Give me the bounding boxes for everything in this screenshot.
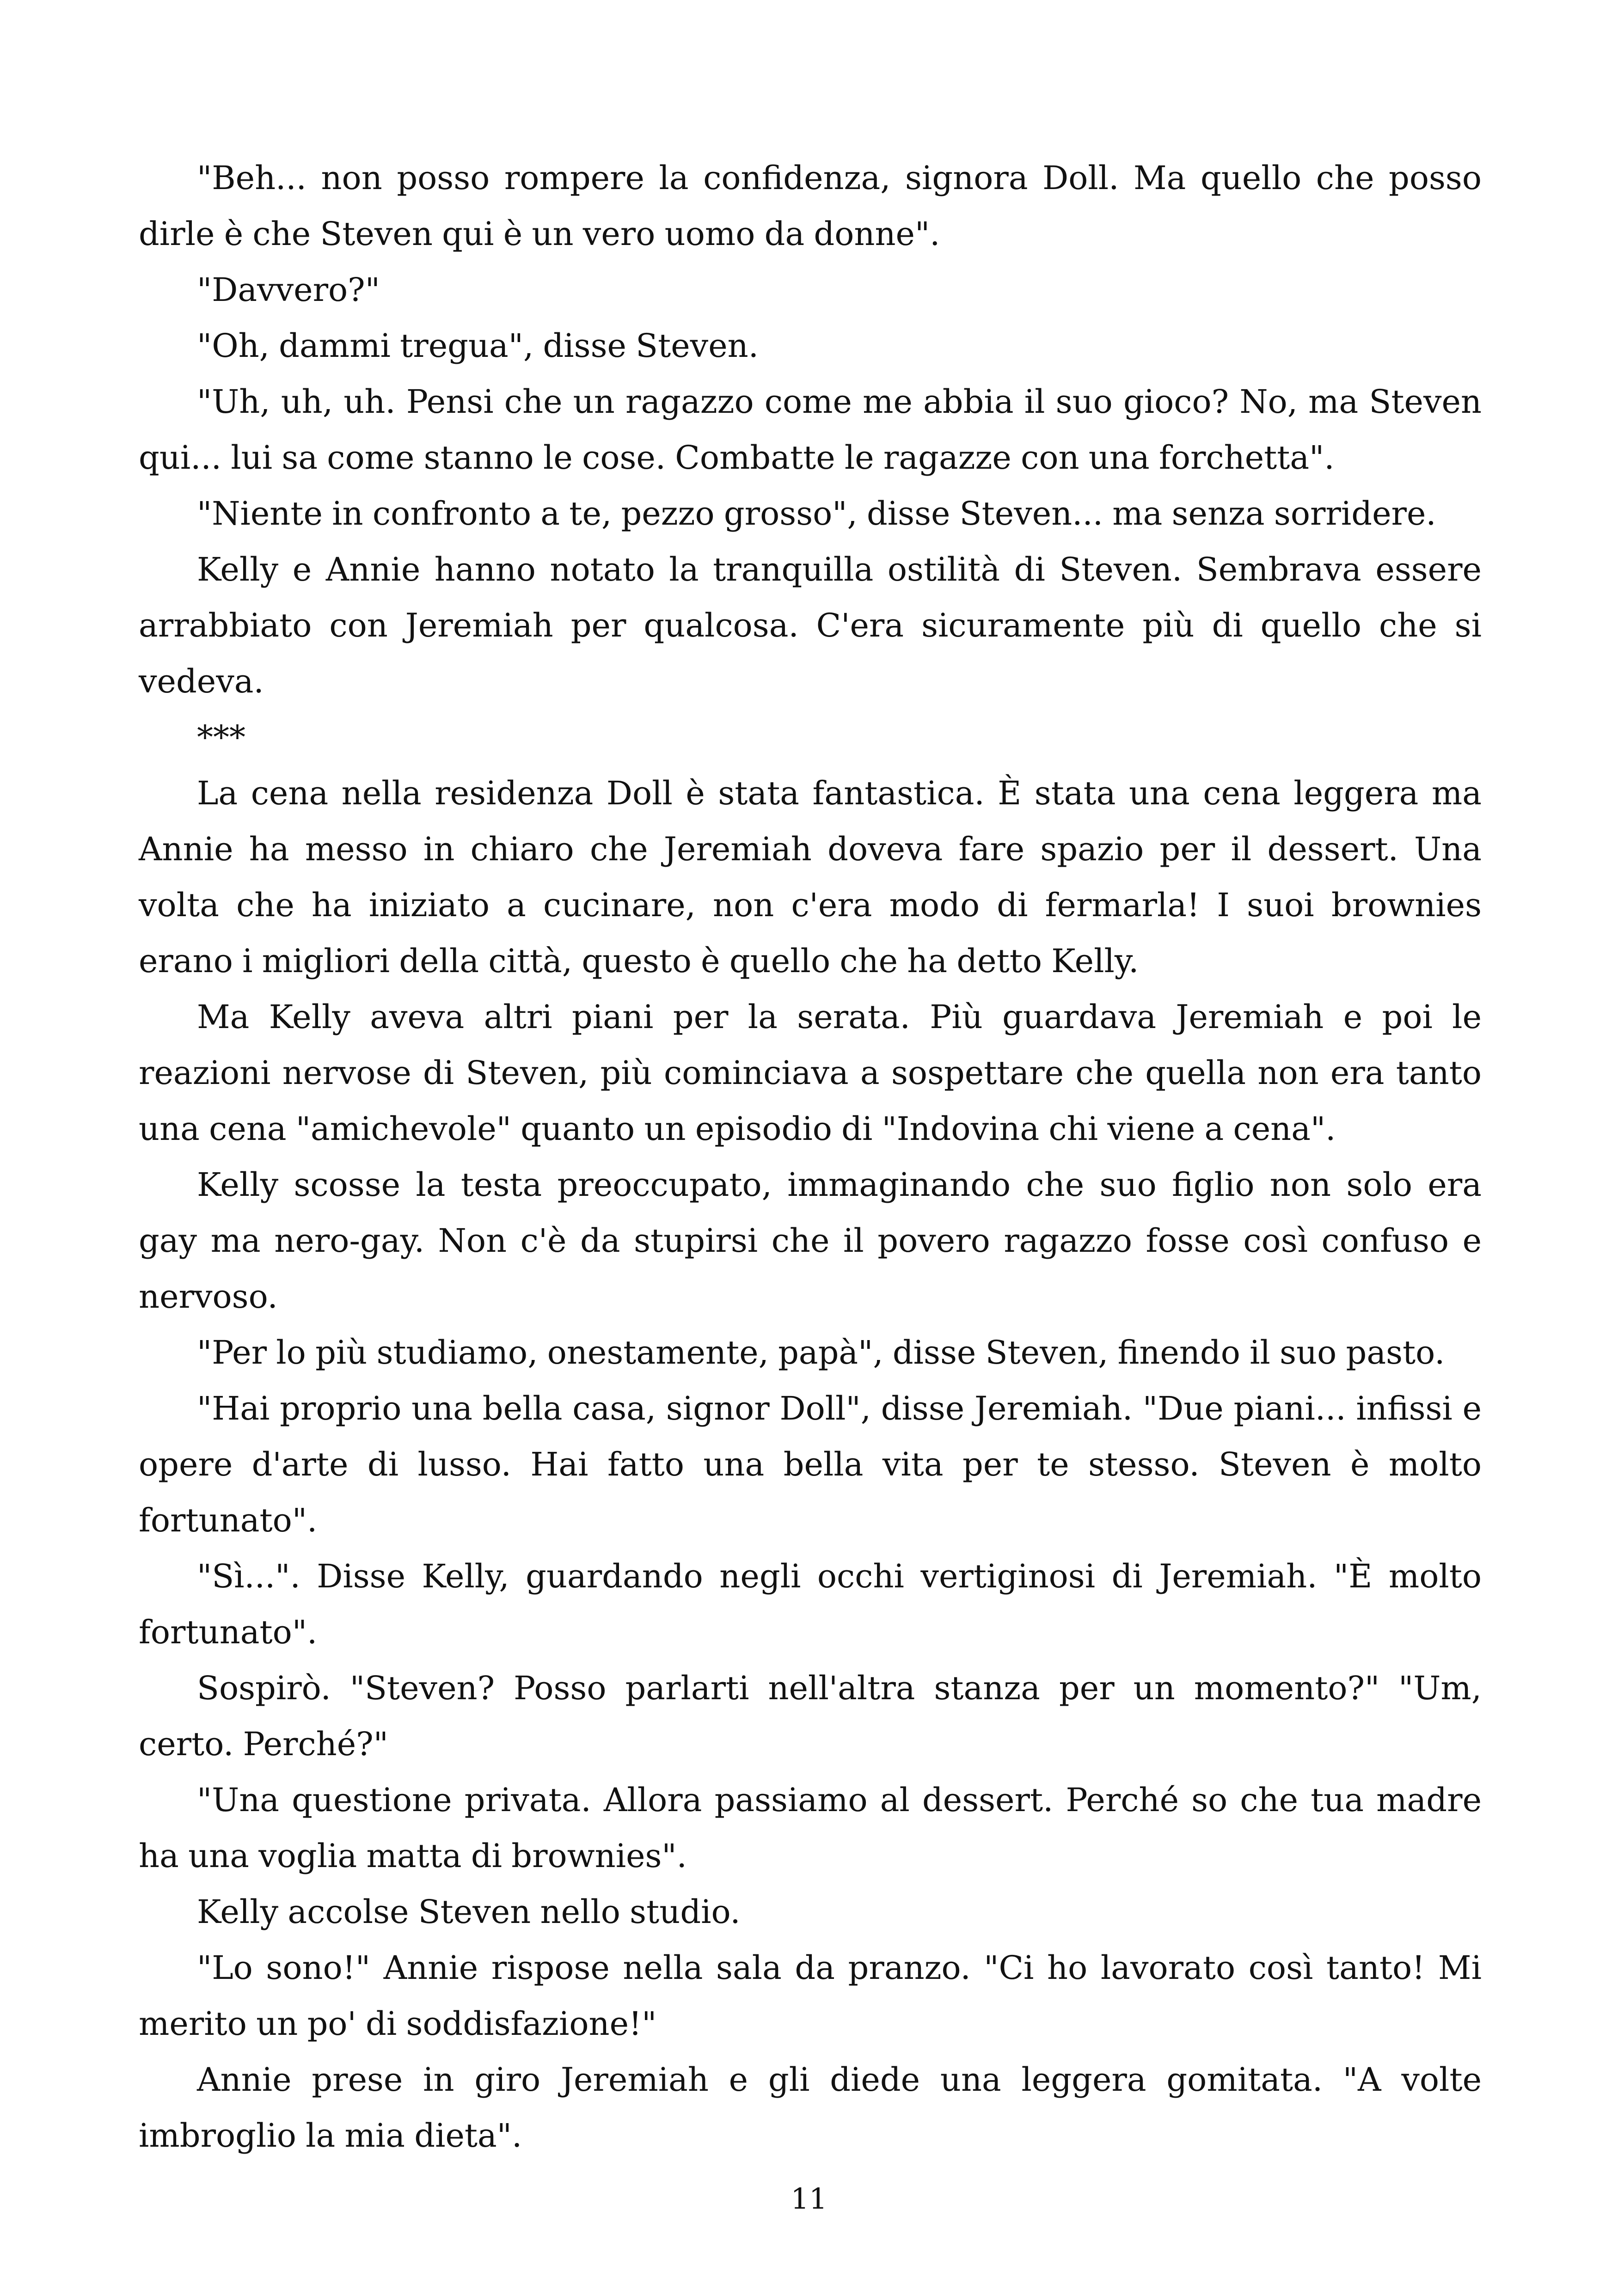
paragraph: "Beh... non posso rompere la confidenza, signora Doll. Ma quello che posso dirle è che Steven qui è un vero uomo da donne". (139, 159, 1482, 253)
paragraph: Kelly accolse Steven nello studio. (197, 1893, 741, 1931)
page-number: 11 (791, 2182, 827, 2216)
paragraph: La cena nella residenza Doll è stata fantastica. È stata una cena leggera ma Annie ha messo in chiaro che Jeremiah doveva fare spazio per il dessert. Una volta che ha iniziato a cucinare, non c'era modo di fermarla! I suoi brownies erano i migliori della città, questo è quello che ha detto Kelly. (139, 774, 1482, 980)
paragraph: Annie prese in giro Jeremiah e gli diede una leggera gomitata. "A volte imbroglio la mia dieta". (139, 2061, 1482, 2155)
paragraph: "Per lo più studiamo, onestamente, papà", disse Steven, finendo il suo pasto. (197, 1334, 1445, 1371)
paragraph: "Davvero?" (197, 271, 380, 309)
paragraph: "Hai proprio una bella casa, signor Doll", disse Jeremiah. "Due piani... infissi e opere d'arte di lusso. Hai fatto una bella vita per te stesso. Steven è molto fortunato". (139, 1390, 1482, 1539)
paragraph: "Lo sono!" Annie rispose nella sala da pranzo. "Ci ho lavorato così tanto! Mi merito un po' di soddisfazione!" (139, 1949, 1482, 2043)
paragraph: "Uh, uh, uh. Pensi che un ragazzo come me abbia il suo gioco? No, ma Steven qui... lui sa come stanno le cose. Combatte le ragazze con una forchetta". (139, 383, 1482, 477)
paragraph: "Una questione privata. Allora passiamo al dessert. Perché so che tua madre ha una voglia matta di brownies". (139, 1781, 1482, 1875)
paragraph: "Niente in confronto a te, pezzo grosso", disse Steven... ma senza sorridere. (197, 495, 1436, 533)
scene-break: *** (197, 718, 245, 756)
paragraph: Sospirò. "Steven? Posso parlarti nell'altra stanza per un momento?" "Um, certo. Perché?" (139, 1669, 1482, 1763)
page-body (139, 150, 1482, 2184)
paragraph: Kelly e Annie hanno notato la tranquilla ostilità di Steven. Sembrava essere arrabbiato con Jeremiah per qualcosa. C'era sicuramente più di quello che si vedeva. (139, 551, 1482, 700)
paragraph: "Sì...". Disse Kelly, guardando negli occhi vertiginosi di Jeremiah. "È molto fortunato". (139, 1557, 1482, 1651)
paragraph: Kelly scosse la testa preoccupato, immaginando che suo figlio non solo era gay ma nero-gay. Non c'è da stupirsi che il povero ragazzo fosse così confuso e nervoso. (139, 1166, 1482, 1316)
paragraph: Ma Kelly aveva altri piani per la serata. Più guardava Jeremiah e poi le reazioni nervose di Steven, più cominciava a sospettare che quella non era tanto una cena "amichevole" quanto un episodio di "Indovina chi viene a cena". (139, 998, 1482, 1148)
paragraph: "Oh, dammi tregua", disse Steven. (197, 327, 759, 365)
